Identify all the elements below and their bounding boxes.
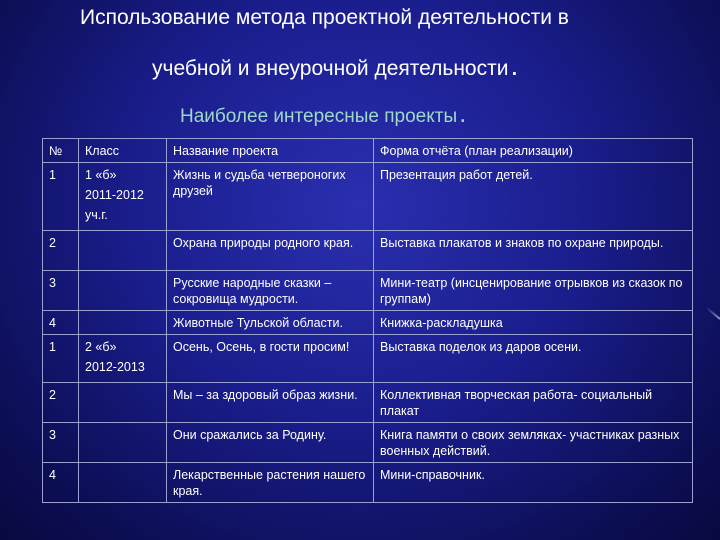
- cell-report-form: Презентация работ детей.: [374, 163, 693, 231]
- cell-class: [79, 335, 167, 383]
- slide-subtitle-text: Наиболее интересные проекты: [180, 106, 458, 127]
- table-row: [43, 463, 693, 503]
- table-row: [43, 311, 693, 335]
- cell-number: 4: [43, 463, 79, 503]
- cell-class-line: 2 «б»: [85, 340, 117, 354]
- decorative-stripe: [706, 307, 720, 320]
- cell-class: [79, 383, 167, 423]
- table-row: [43, 163, 693, 231]
- cell-report-form: Коллективная творческая работа- социальный плакат: [374, 383, 693, 423]
- cell-class: [79, 423, 167, 463]
- slide-subtitle-period: .: [459, 98, 467, 128]
- cell-project-name: Мы – за здоровый образ жизни.: [167, 383, 374, 423]
- cell-report-form: Выставка плакатов и знаков по охране природы.: [374, 231, 693, 271]
- cell-project-name: Русские народные сказки – сокровища мудрости.: [167, 271, 374, 311]
- cell-number: 1: [43, 335, 79, 383]
- cell-project-name: Осень, Осень, в гости просим!: [167, 335, 374, 383]
- cell-class: [79, 231, 167, 271]
- cell-number: 3: [43, 423, 79, 463]
- cell-class: [79, 311, 167, 335]
- header-class: Класс: [79, 139, 167, 163]
- cell-class-line: 1 «б»: [85, 168, 117, 182]
- table-row: [43, 271, 693, 311]
- cell-project-name: Лекарственные растения нашего края.: [167, 463, 374, 503]
- table-row: [43, 231, 693, 271]
- slide-title-line-2: [152, 50, 518, 82]
- cell-class-line: 2012-2013: [85, 360, 145, 374]
- table-row: [43, 423, 693, 463]
- cell-report-form: Мини-справочник.: [374, 463, 693, 503]
- cell-project-name: Они сражались за Родину.: [167, 423, 374, 463]
- table-row: [43, 335, 693, 383]
- cell-class: [79, 163, 167, 231]
- slide-title-period: .: [510, 50, 519, 81]
- slide-title-line-2-text: учебной и внеурочной деятельности: [152, 57, 509, 80]
- cell-project-name: Животные Тульской области.: [167, 311, 374, 335]
- cell-class-line: 2011-2012: [85, 188, 144, 202]
- cell-report-form: Выставка поделок из даров осени.: [374, 335, 693, 383]
- cell-number: 2: [43, 383, 79, 423]
- projects-table: [42, 138, 693, 503]
- table-row: [43, 383, 693, 423]
- cell-class: [79, 463, 167, 503]
- cell-class-line: уч.г.: [85, 208, 108, 222]
- header-report-form: Форма отчёта (план реализации): [374, 139, 693, 163]
- cell-class: [79, 271, 167, 311]
- cell-number: 2: [43, 231, 79, 271]
- cell-number: 3: [43, 271, 79, 311]
- cell-project-name: Жизнь и судьба четвероногих друзей: [167, 163, 374, 231]
- cell-report-form: Мини-театр (инсценирование отрывков из сказок по группам): [374, 271, 693, 311]
- cell-number: 1: [43, 163, 79, 231]
- cell-project-name: Охрана природы родного края.: [167, 231, 374, 271]
- slide-subtitle: [180, 98, 466, 129]
- slide-title-line-1: Использование метода проектной деятельности в: [80, 6, 569, 29]
- header-number: №: [43, 139, 79, 163]
- table-body: [43, 163, 693, 503]
- table-header-row: [43, 139, 693, 163]
- cell-report-form: Книга памяти о своих земляках- участниках разных военных действий.: [374, 423, 693, 463]
- header-project-name: Название проекта: [167, 139, 374, 163]
- cell-report-form: Книжка-раскладушка: [374, 311, 693, 335]
- cell-number: 4: [43, 311, 79, 335]
